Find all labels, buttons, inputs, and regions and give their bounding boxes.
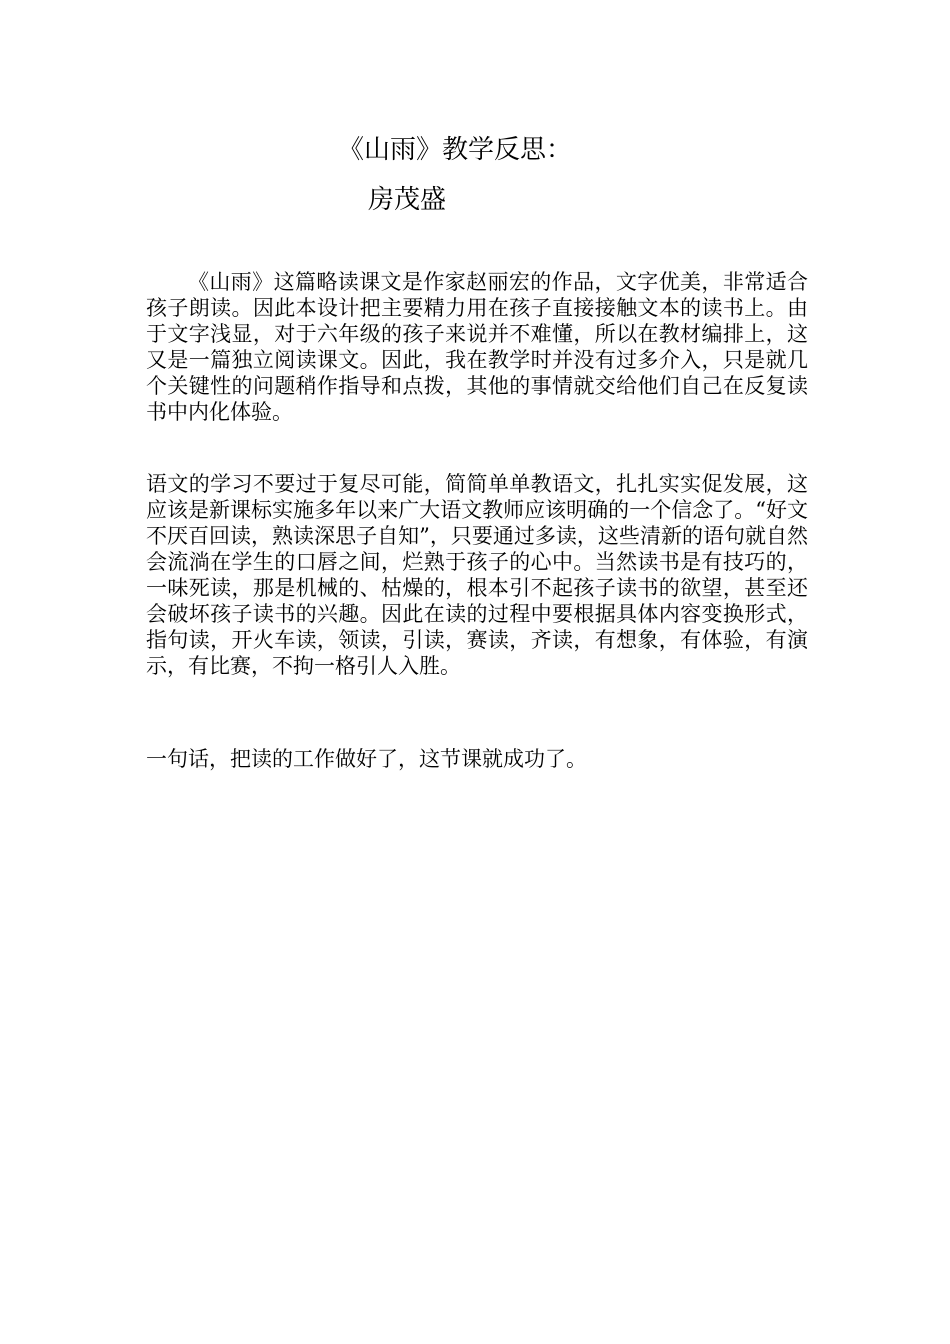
- paragraph-3: 一句话，把读的工作做好了，这节课就成功了。: [146, 747, 587, 771]
- paragraph-2: 语文的学习不要过于复尽可能，简简单单教语文，扎扎实实促发展，这应该是新课标实施多年以来广大语文教师应该明确的一个信念了。“好文不厌百回读，熟读深思子自知”，只要通过多读，这些清新的语句就自然会流淌在学生的口唇之间，烂熟于孩子的心中。当然读书是有技巧的，一味死读，那是机械的、枯燥的，根本引不起孩子读书的欲望，甚至还会破坏孩子读书的兴趣。因此在读的过程中要根据具体内容变换形式，指句读，开火车读，领读，引读，赛读，齐读，有想象，有体验，有演示，有比赛，不拘一格引人入胜。: [146, 472, 808, 678]
- author-name: 房茂盛: [368, 185, 447, 215]
- paragraph-1: 《山雨》这篇略读课文是作家赵丽宏的作品，文字优美，非常适合孩子朗读。因此本设计把主要精力用在孩子直接接触文本的读书上。由于文字浅显，对于六年级的孩子来说并不难懂，所以在教材编排上，这又是一篇独立阅读课文。因此，我在教学时并没有过多介入，只是就几个关键性的问题稍作指导和点拨，其他的事情就交给他们自己在反复读书中内化体验。: [146, 270, 808, 424]
- document-title: 《山雨》教学反思：: [338, 135, 573, 165]
